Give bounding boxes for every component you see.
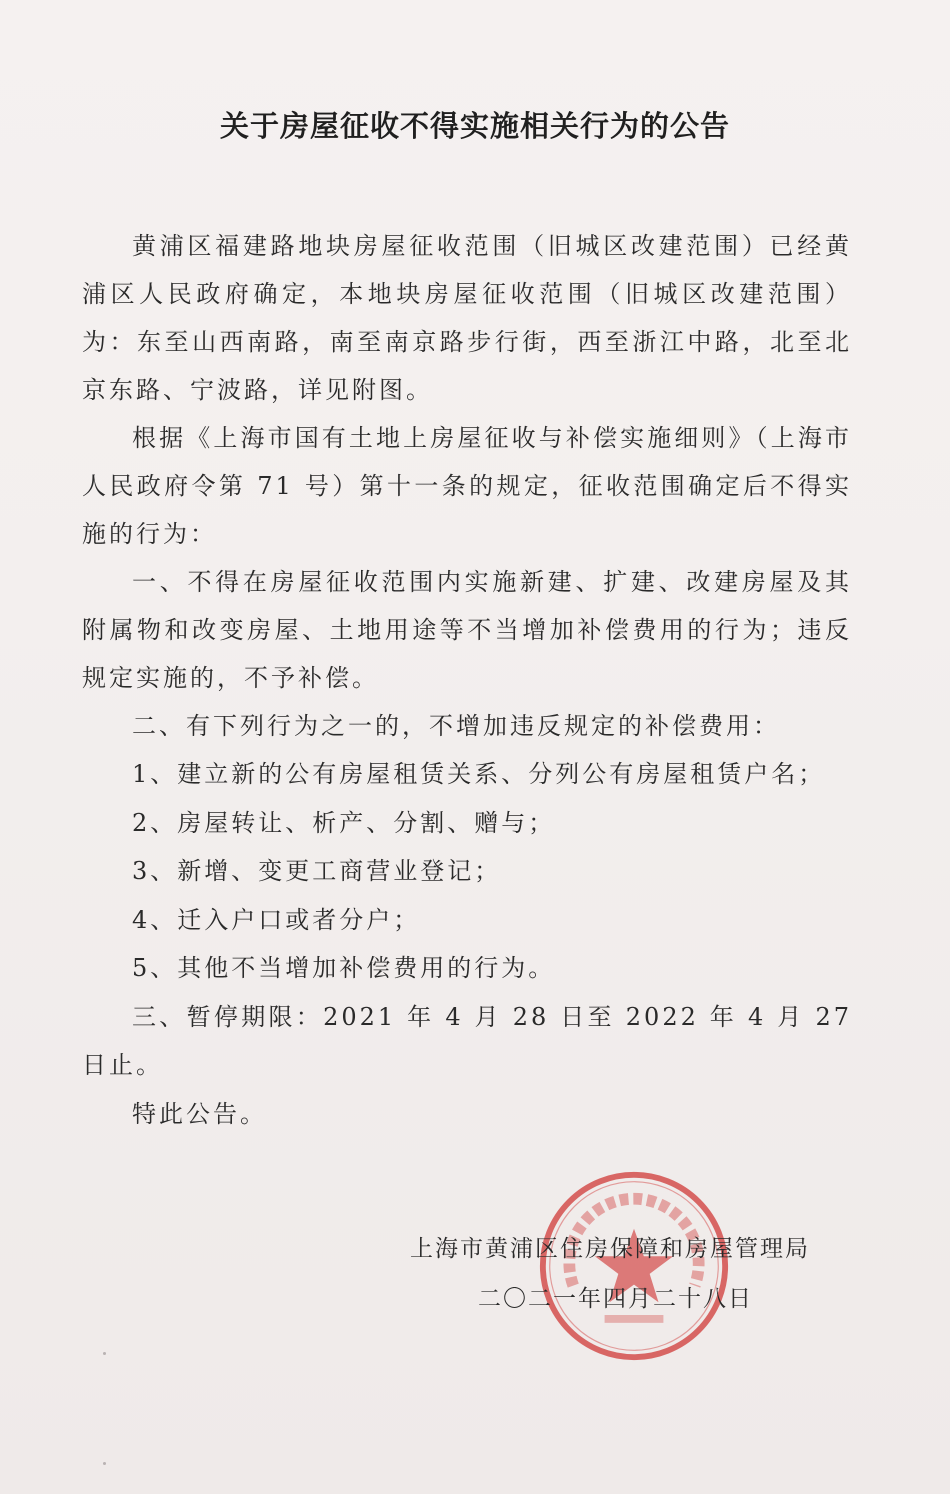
list-item: 1、建立新的公有房屋租赁关系、分列公有房屋租赁户名；	[132, 760, 826, 788]
list-item: 3、新增、变更工商营业登记；	[132, 857, 502, 885]
paper-speck	[103, 1462, 106, 1465]
issuing-organization: 上海市黄浦区住房保障和房屋管理局	[410, 1236, 810, 1262]
paper-speck	[103, 1352, 106, 1355]
paragraph-item-1: 一、不得在房屋征收范围内实施新建、扩建、改建房屋及其附属物和改变房屋、土地用途等不当增加补偿费用的行为；违反规定实施的，不予补偿。	[82, 568, 852, 692]
issue-date: 二〇二一年四月二十八日	[478, 1286, 753, 1312]
list-item: 5、其他不当增加补偿费用的行为。	[132, 954, 556, 982]
list-item: 2、房屋转让、析产、分割、赠与；	[132, 808, 556, 837]
paragraph-scope: 黄浦区福建路地块房屋征收范围（旧城区改建范围）已经黄浦区人民政府确定，本地块房屋征收范围（旧城区改建范围）为：东至山西南路，南至南京路步行街，西至浙江中路，北至北京东路、宁波路，详见附图。	[82, 232, 852, 404]
paragraph-closing: 特此公告。	[132, 1099, 267, 1128]
document-title: 关于房屋征收不得实施相关行为的公告	[219, 109, 730, 143]
paragraph-item-3: 三、暂停期限：2021 年 4 月 28 日至 2022 年 4 月 27 日止。	[82, 1002, 852, 1079]
paragraph-legal-basis: 根据《上海市国有土地上房屋征收与补偿实施细则》（上海市人民政府令第 71 号）第十一条的规定，征收范围确定后不得实施的行为：	[82, 424, 852, 548]
official-seal-icon	[536, 1168, 732, 1364]
list-item: 4、迁入户口或者分户；	[132, 905, 421, 934]
paragraph-item-2: 二、有下列行为之一的，不增加违反规定的补偿费用：	[132, 712, 780, 740]
document-body	[82, 222, 852, 1138]
